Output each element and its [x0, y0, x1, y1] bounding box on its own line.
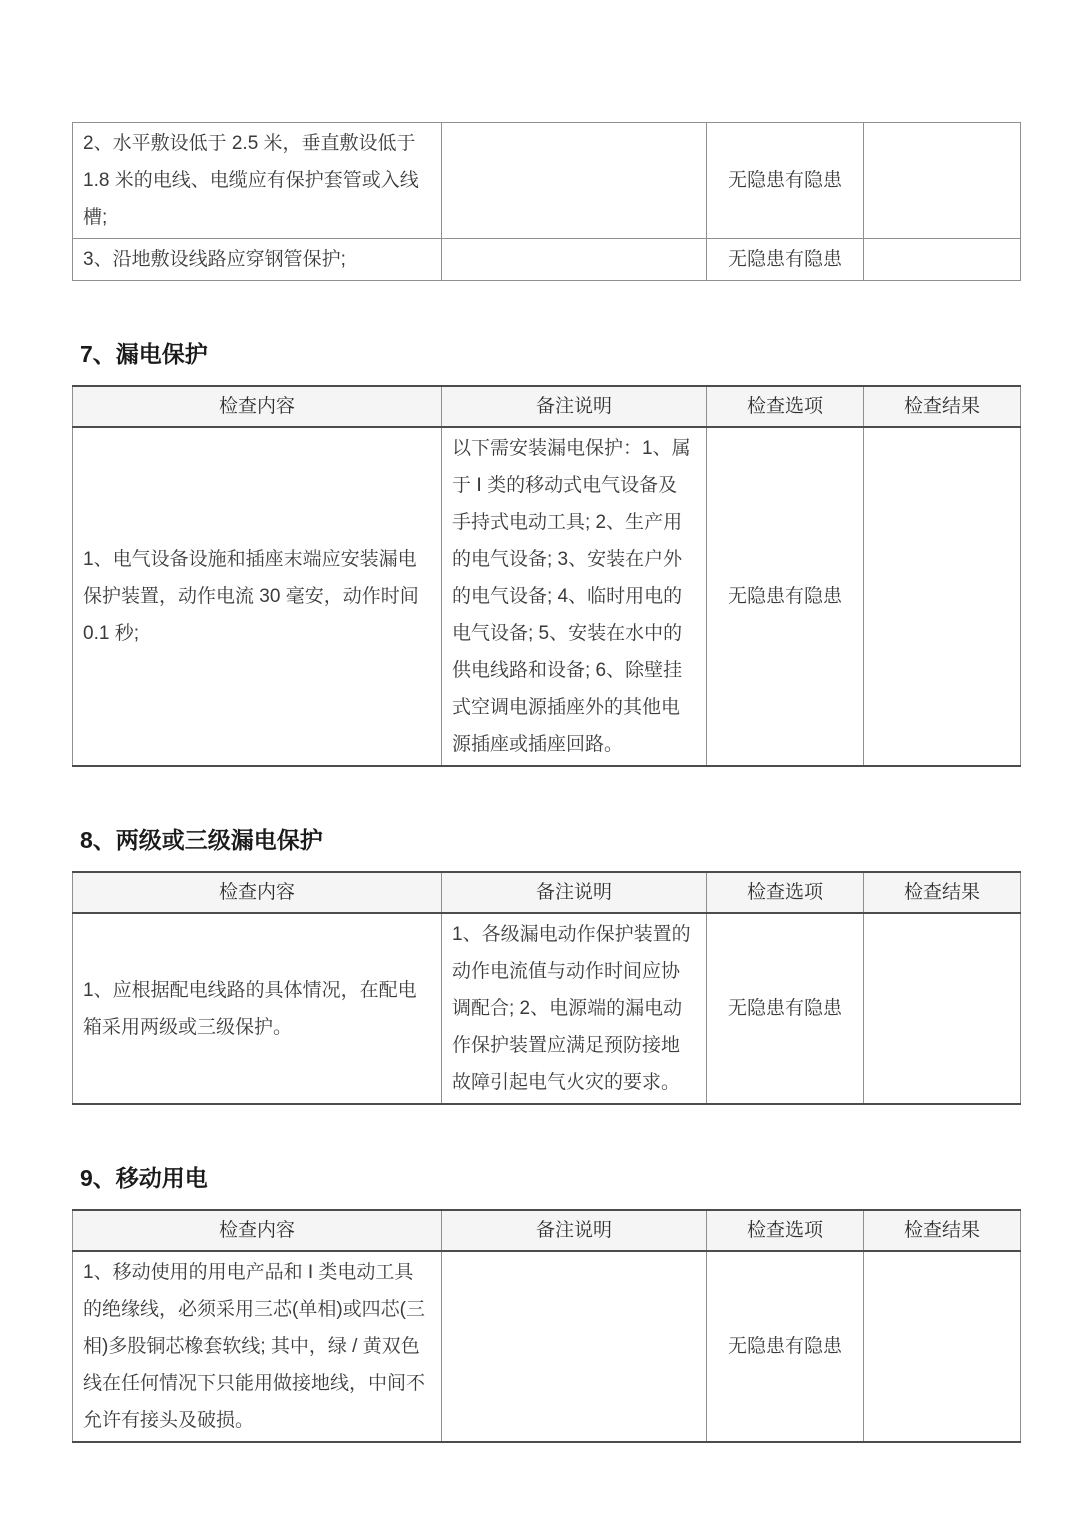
- cell-check-result: [864, 123, 1021, 239]
- continuation-table: [72, 122, 1021, 281]
- section-table-7: [72, 385, 1021, 767]
- header-check-result: 检查结果: [864, 872, 1021, 913]
- table-row: [73, 427, 1021, 766]
- table-header-row: [73, 386, 1021, 427]
- cell-check-options: 无隐患有隐患: [707, 123, 864, 239]
- cell-check-result: [864, 427, 1021, 766]
- header-check-result: 检查结果: [864, 1210, 1021, 1251]
- cell-remark: [442, 1251, 707, 1442]
- cell-remark: [442, 123, 707, 239]
- cell-check-result: [864, 239, 1021, 281]
- table-header-row: [73, 1210, 1021, 1251]
- cell-check-result: [864, 913, 1021, 1104]
- table-row: [73, 913, 1021, 1104]
- cell-remark: 1、各级漏电动作保护装置的动作电流值与动作时间应协调配合; 2、电源端的漏电动作保护装置应满足预防接地故障引起电气火灾的要求。: [442, 913, 707, 1104]
- cell-remark: 以下需安装漏电保护：1、属于 Ⅰ 类的移动式电气设备及手持式电动工具; 2、生产用的电气设备; 3、安装在户外的电气设备; 4、临时用电的电气设备; 5、安装在水中的供电线路和设备; 6、除壁挂式空调电源插座外的其他电源插座或插座回路。: [442, 427, 707, 766]
- section-table-9: [72, 1209, 1021, 1443]
- header-check-options: 检查选项: [707, 386, 864, 427]
- table-header-row: [73, 872, 1021, 913]
- cell-check-options: 无隐患有隐患: [707, 427, 864, 766]
- cell-check-content: 1、应根据配电线路的具体情况，在配电箱采用两级或三级保护。: [73, 913, 442, 1104]
- cell-check-content: 2、水平敷设低于 2.5 米，垂直敷设低于 1.8 米的电线、电缆应有保护套管或入线槽;: [73, 123, 442, 239]
- header-check-content: 检查内容: [73, 386, 442, 427]
- section-table-8: [72, 871, 1021, 1105]
- header-remark: 备注说明: [442, 386, 707, 427]
- cell-check-options: 无隐患有隐患: [707, 913, 864, 1104]
- table-row: [73, 1251, 1021, 1442]
- cell-check-content: 3、沿地敷设线路应穿钢管保护;: [73, 239, 442, 281]
- table-row: [73, 123, 1021, 239]
- header-check-options: 检查选项: [707, 872, 864, 913]
- section-heading-7: 7、漏电保护: [80, 341, 208, 367]
- header-check-content: 检查内容: [73, 872, 442, 913]
- section-heading-9: 9、移动用电: [80, 1165, 208, 1191]
- cell-check-options: 无隐患有隐患: [707, 239, 864, 281]
- table-row: [73, 239, 1021, 281]
- section-heading-8: 8、两级或三级漏电保护: [80, 827, 323, 853]
- cell-remark: [442, 239, 707, 281]
- header-check-result: 检查结果: [864, 386, 1021, 427]
- header-check-options: 检查选项: [707, 1210, 864, 1251]
- header-remark: 备注说明: [442, 1210, 707, 1251]
- header-remark: 备注说明: [442, 872, 707, 913]
- cell-check-content: 1、移动使用的用电产品和 I 类电动工具的绝缘线，必须采用三芯(单相)或四芯(三相)多股铜芯橡套软线; 其中，绿 / 黄双色线在任何情况下只能用做接地线，中间不允许有接头及破损。: [73, 1251, 442, 1442]
- cell-check-content: 1、电气设备设施和插座末端应安装漏电保护装置，动作电流 30 毫安，动作时间 0.1 秒;: [73, 427, 442, 766]
- header-check-content: 检查内容: [73, 1210, 442, 1251]
- cell-check-options: 无隐患有隐患: [707, 1251, 864, 1442]
- cell-check-result: [864, 1251, 1021, 1442]
